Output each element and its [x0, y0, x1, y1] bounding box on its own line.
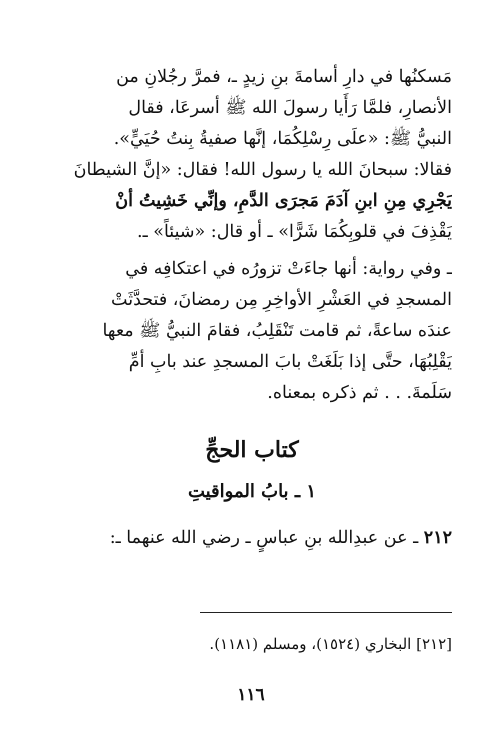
page-number: ١١٦	[237, 685, 265, 705]
text-line: يَقْذِفَ في قلوبِكُمَا شَرًّا» ـ أو قال: «شيئاً» ـ.	[137, 222, 452, 242]
chapter-title: كتاب الحجِّ	[205, 437, 299, 463]
page-body	[52, 62, 452, 553]
hadith-number: ٢١٢	[423, 528, 452, 548]
text-line: ـ وفي رواية: أنها جاءَتْ تزورُه في اعتكافِه في	[125, 259, 452, 279]
text-line: المسجدِ في العَشْرِ الأواخِرِ مِن رمضانَ، فتحدَّثَتْ	[111, 290, 452, 310]
section-title: ١ ـ بابُ المواقيتِ	[187, 481, 317, 502]
text-line: يَجْرِي مِنِ ابنِ آدَمَ مَجرَى الدَّمِ، وإنِّي خَشِيتُ أنْ	[115, 191, 452, 211]
hadith-text: ـ عن عبدِالله بنِ عباسٍ ـ رضي الله عنهما ـ:	[109, 528, 419, 548]
paragraph-1	[52, 62, 452, 248]
text-line: يَقْلِبُهَا، حتَّى إذا بَلَغَتْ بابَ المسجدِ عند بابِ أمِّ	[128, 352, 452, 372]
text-line: النبيُّ ﷺ: «علَى رِسْلِكُمَا، إنَّها صفيةُ بِنتُ حُيَيٍّ».	[113, 129, 452, 149]
text-line: فقالا: سبحانَ الله يا رسول الله! فقال: «إنَّ الشيطانَ	[73, 160, 452, 180]
text-line: عندَه ساعةً، ثم قامت تَنْقَلِبُ، فقامَ النبيُّ ﷺ معها	[102, 321, 452, 341]
text-line: مَسكنُها في دارِ أسامةَ بنِ زيدٍ ـ، فمرَّ رجُلانِ من	[116, 67, 452, 87]
text-line: الأنصارِ، فلمَّا رَأَيا رسولَ الله ﷺ أسرعَا، فقال	[128, 98, 452, 118]
footnote: [٢١٢] البخاري (١٥٢٤)، ومسلم (١١٨١).	[209, 635, 452, 653]
footnote-divider	[200, 612, 452, 613]
paragraph-2	[52, 254, 452, 409]
text-line: سَلَمةَ. . . ثم ذكره بمعناه.	[267, 383, 452, 403]
hadith-header	[52, 523, 452, 553]
